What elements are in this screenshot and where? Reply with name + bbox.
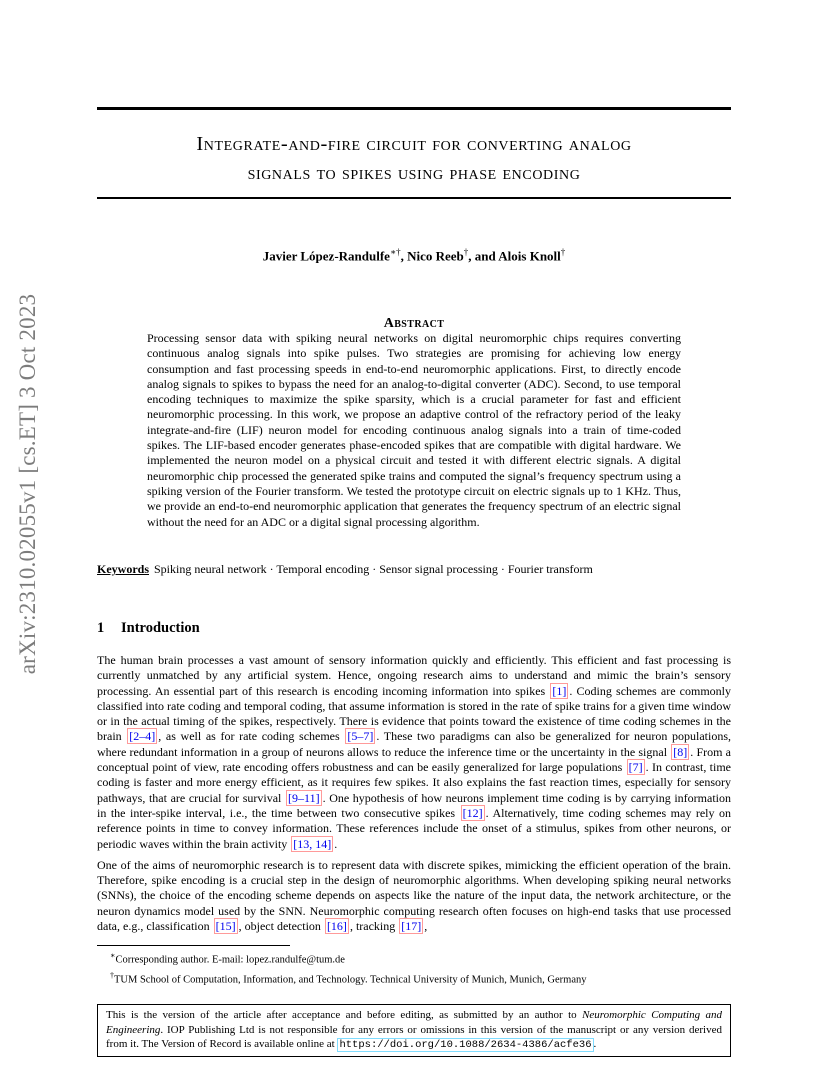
text: One of the aims of neuromorphic research is to represent data with discrete spikes, mimicking the efficient operation of the brain. Therefore, spike encoding is a crucial step in the design of neuromorphic algorithms. When developing spiking neural networks (SNNs), the choice of the encoding scheme depends on aspects like the nature of the input data, the network architecture, or the neuron dynamics model used by the SNN. Neuromorphic computing research often focuses on high-end tasks that use processed data, e.g., classification	[97, 857, 731, 934]
title-line-1: Integrate-and-fire circuit for converting analog	[196, 133, 632, 155]
paragraph-1	[97, 653, 731, 852]
version-notice-box	[97, 1004, 731, 1057]
text: .	[334, 836, 338, 851]
citation-link[interactable]: [9–11]	[288, 790, 320, 805]
footnote-1-text: Corresponding author. E-mail: lopez.randulfe@tum.de	[115, 954, 345, 966]
author-3-marks: †	[560, 247, 566, 257]
paragraph-2	[97, 858, 731, 934]
journal-name: Neuromorphic Computing and Engineering	[106, 1009, 722, 1036]
text: . Alternatively, time coding schemes may rely on reference points in time to convey information. These references include the onset of a stimulus, spikes from other neurons, or periodic waves within the brain activity	[97, 805, 732, 851]
citation-link[interactable]: [13, 14]	[293, 836, 332, 851]
text: , as well as for rate coding schemes	[158, 729, 340, 744]
notice-text-2: . IOP Publishing Ltd is not responsible for any errors or omissions in this version of the manuscript or any version derived from it. The Version of Record is available online at	[106, 1023, 722, 1050]
arxiv-side-label	[6, 293, 50, 675]
footnote-2-text: TUM School of Computation, Information, and Technology. Technical University of Munich, Munich, Germany	[114, 974, 587, 985]
footnote-1	[97, 948, 731, 968]
citation-link[interactable]: [16]	[326, 919, 347, 934]
author-3: Alois Knoll	[498, 248, 561, 264]
footnote-2-mark: †	[110, 970, 114, 980]
citation-link[interactable]: [17]	[401, 919, 422, 934]
footnote-rule	[97, 945, 290, 946]
keywords-text: Spiking neural network · Temporal encoding · Sensor signal processing · Fourier transform	[154, 562, 593, 576]
text: . In contrast, time coding is faster and more energy efficient, as it requires few spikes. It also explains the fast reaction times, especially for sensory pathways, that are crucial for survival	[97, 760, 732, 805]
citation-link[interactable]: [2–4]	[129, 729, 156, 744]
keywords-label: Keywords	[97, 562, 149, 576]
author-list: Javier López-Randulfe∗†, Nico Reeb†, and Alois Knoll†	[262, 247, 566, 264]
notice-text-3: .	[593, 1038, 597, 1050]
paper-title	[97, 130, 731, 188]
citation-link[interactable]: [15]	[215, 919, 236, 934]
title-top-rule	[97, 107, 731, 110]
introduction-body	[97, 653, 731, 940]
abstract-text: Processing sensor data with spiking neural networks on digital neuromorphic chips requires converting continuous analog signals into spike pulses. Two strategies are promising for achieving low energy consumption and fast processing speeds in end-to-end neuromorphic applications. First, to directly encode analog signals to spikes to bypass the need for an analog-to-digital converter (ADC). Second, to use temporal encoding techniques to maximize the spike sparsity, which is a crucial parameter for fast and efficient neuromorphic processing. In this work, we propose an adaptive control of the refractory period of the leaky integrate-and-fire (LIF) neuron model for encoding continuous analog signals into a train of time-coded spikes. The LIF-based encoder generates phase-encoded spikes that are compatible with digital hardware. We implemented the neuron model on a physical circuit and tested it with different electric signals. A digital neuromorphic chip processed the generated spike trains and computed the signal’s frequency spectrum using a spiking version of the Fourier transform. We tested the prototype circuit on electric signals up to 1 KHz. Thus, we provide an end-to-end neuromorphic application that generates the frequency spectrum of an electric signal without the need for an ADC or a digital signal processing algorithm.	[147, 331, 681, 529]
text: . These two paradigms can also be generalized for neuron populations, where redundant information in a group of neurons allows to reduce the inference time or the uncertainty in the signal	[97, 729, 732, 759]
title-line-2: signals to spikes using phase encoding	[247, 162, 581, 184]
footnote-2	[97, 968, 731, 988]
footnotes	[97, 948, 731, 987]
citation-link[interactable]: [1]	[552, 683, 567, 698]
text: . Coding schemes are commonly classified into rate coding and temporal coding, that assume information is stored in the rate of spike trains for a given time window or in the actual timing of the spikes, respectively. There is evidence that points toward the existence of time coding schemes in the brain	[97, 683, 732, 744]
text: , object detection	[238, 919, 321, 934]
text: The human brain processes a vast amount of sensory information quickly and efficiently. This efficient and fast processing is currently unmatched by any artificial system. Hence, ongoing research aims to understand and mimic the brain’s sensory processing. An essential part of this research is encoding incoming information into spikes	[97, 653, 731, 698]
section-heading-introduction	[97, 620, 200, 637]
text: ,	[424, 919, 428, 934]
text: . One hypothesis of how neurons implement time coding is by carrying information in the inter-spike interval, i.e., the time between two consecutive spikes	[97, 790, 731, 820]
author-2-marks: †	[463, 247, 469, 257]
citation-link[interactable]: [7]	[628, 760, 643, 775]
arxiv-identifier: arXiv:2310.02055v1 [cs.ET] 3 Oct 2023	[15, 293, 40, 675]
text: . From a conceptual point of view, rate encoding offers robustness and can be easily generalized for large populations	[97, 744, 731, 775]
section-title: Introduction	[121, 620, 200, 636]
author-1: Javier López-Randulfe	[262, 248, 390, 264]
doi-link[interactable]: https://doi.org/10.1088/2634-4386/acfe36	[339, 1039, 592, 1051]
citation-link[interactable]: [5–7]	[347, 729, 374, 744]
author-1-marks: ∗†	[389, 247, 401, 257]
abstract-heading: Abstract	[383, 316, 445, 331]
section-number: 1	[97, 620, 105, 636]
title-bottom-rule	[97, 197, 731, 199]
text: , tracking	[349, 919, 396, 934]
citation-link[interactable]: [12]	[462, 805, 483, 820]
citation-link[interactable]: [8]	[673, 744, 688, 759]
author-and: and	[474, 248, 496, 264]
author-2: Nico Reeb	[407, 248, 464, 264]
keywords	[97, 562, 731, 577]
notice-text-1: This is the version of the article after acceptance and before editing, as submitted by an author to	[106, 1009, 577, 1021]
footnote-1-mark: ∗	[110, 951, 116, 960]
